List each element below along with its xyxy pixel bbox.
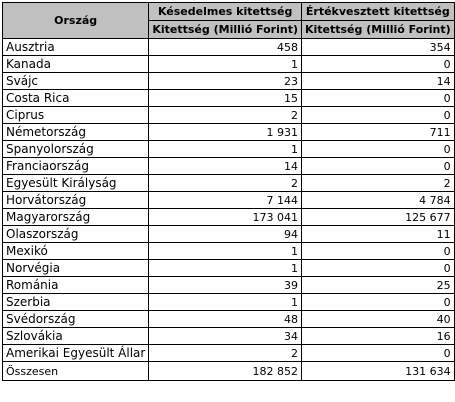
- late-cell: 1: [149, 56, 302, 73]
- late-cell: 1: [149, 294, 302, 311]
- table-body: [3, 39, 455, 362]
- late-cell: 173 041: [149, 209, 302, 226]
- country-cell: Ciprus: [3, 107, 149, 124]
- impaired-cell: 0: [301, 158, 454, 175]
- impaired-cell: 14: [301, 73, 454, 90]
- total-row: [3, 362, 455, 381]
- table-row: [3, 39, 455, 56]
- late-cell: 2: [149, 175, 302, 192]
- impaired-cell: 16: [301, 328, 454, 345]
- late-cell: 15: [149, 90, 302, 107]
- late-cell: 1: [149, 141, 302, 158]
- impaired-cell: 11: [301, 226, 454, 243]
- impaired-cell: 4 784: [301, 192, 454, 209]
- header-row-1: [3, 3, 455, 21]
- table-row: [3, 192, 455, 209]
- late-cell: 1 931: [149, 124, 302, 141]
- country-cell: Svédország: [3, 311, 149, 328]
- impaired-cell: 711: [301, 124, 454, 141]
- header-impaired-title: Értékvesztett kitettség: [301, 3, 454, 21]
- impaired-cell: 125 677: [301, 209, 454, 226]
- table-row: [3, 345, 455, 362]
- late-cell: 39: [149, 277, 302, 294]
- late-cell: 7 144: [149, 192, 302, 209]
- country-cell: Amerikai Egyesült Állar: [3, 345, 149, 362]
- country-cell: Spanyolország: [3, 141, 149, 158]
- impaired-cell: 0: [301, 345, 454, 362]
- table-row: [3, 175, 455, 192]
- country-cell: Svájc: [3, 73, 149, 90]
- impaired-cell: 0: [301, 107, 454, 124]
- country-cell: Kanada: [3, 56, 149, 73]
- country-cell: Olaszország: [3, 226, 149, 243]
- table-row: [3, 294, 455, 311]
- impaired-cell: 0: [301, 90, 454, 107]
- late-cell: 458: [149, 39, 302, 56]
- header-late-title: Késedelmes kitettség: [149, 3, 302, 21]
- table-row: [3, 124, 455, 141]
- country-cell: Costa Rica: [3, 90, 149, 107]
- impaired-cell: 0: [301, 141, 454, 158]
- table-row: [3, 311, 455, 328]
- late-cell: 14: [149, 158, 302, 175]
- impaired-cell: 25: [301, 277, 454, 294]
- table-row: [3, 141, 455, 158]
- table-row: [3, 209, 455, 226]
- table-row: [3, 90, 455, 107]
- country-cell: Norvégia: [3, 260, 149, 277]
- table-row: [3, 260, 455, 277]
- table-row: [3, 56, 455, 73]
- late-cell: 1: [149, 243, 302, 260]
- total-label: Összesen: [3, 362, 149, 381]
- impaired-cell: 354: [301, 39, 454, 56]
- impaired-cell: 0: [301, 56, 454, 73]
- late-cell: 34: [149, 328, 302, 345]
- header-country: Ország: [3, 3, 149, 39]
- country-cell: Mexikó: [3, 243, 149, 260]
- table-row: [3, 107, 455, 124]
- impaired-cell: 0: [301, 260, 454, 277]
- exposure-table: [2, 2, 455, 381]
- table-row: [3, 158, 455, 175]
- table-row: [3, 328, 455, 345]
- header-impaired-sub: Kitettség (Millió Forint): [301, 21, 454, 39]
- country-cell: Németország: [3, 124, 149, 141]
- impaired-cell: 0: [301, 243, 454, 260]
- impaired-cell: 2: [301, 175, 454, 192]
- country-cell: Horvátország: [3, 192, 149, 209]
- total-late: 182 852: [149, 362, 302, 381]
- table-row: [3, 277, 455, 294]
- late-cell: 23: [149, 73, 302, 90]
- table-row: [3, 73, 455, 90]
- table-row: [3, 243, 455, 260]
- impaired-cell: 40: [301, 311, 454, 328]
- country-cell: Magyarország: [3, 209, 149, 226]
- late-cell: 2: [149, 345, 302, 362]
- late-cell: 1: [149, 260, 302, 277]
- late-cell: 94: [149, 226, 302, 243]
- country-cell: Franciaország: [3, 158, 149, 175]
- header-late-sub: Kitettség (Millió Forint): [149, 21, 302, 39]
- late-cell: 48: [149, 311, 302, 328]
- late-cell: 2: [149, 107, 302, 124]
- table-row: [3, 226, 455, 243]
- country-cell: Szerbia: [3, 294, 149, 311]
- country-cell: Egyesült Királyság: [3, 175, 149, 192]
- country-cell: Ausztria: [3, 39, 149, 56]
- total-impaired: 131 634: [301, 362, 454, 381]
- country-cell: Románia: [3, 277, 149, 294]
- impaired-cell: 0: [301, 294, 454, 311]
- country-cell: Szlovákia: [3, 328, 149, 345]
